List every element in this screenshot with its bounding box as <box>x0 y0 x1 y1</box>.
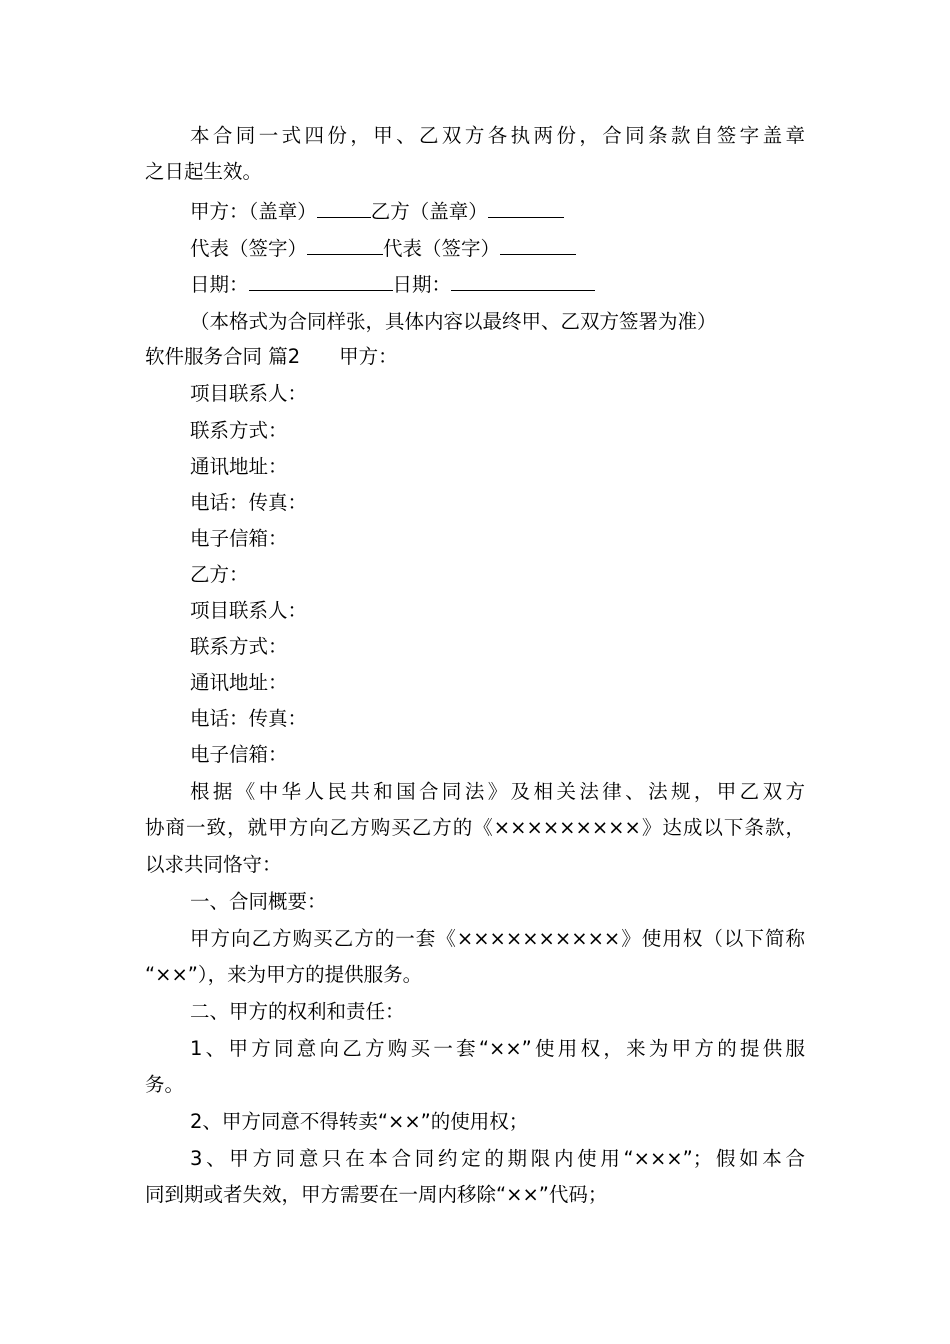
sample-note: （本格式为合同样张，具体内容以最终甲、乙双方签署为准） <box>190 310 717 333</box>
paragraph-line: 同到期或者失效，甲方需要在一周内移除“××”代码； <box>145 1183 608 1206</box>
paragraph-line: 务。 <box>145 1073 185 1096</box>
field-label: 电话：传真： <box>190 491 308 514</box>
party-a-seal-label: 甲方：（盖章） <box>190 200 317 223</box>
field-label: 乙方： <box>190 563 249 586</box>
paragraph-line: 之日起生效。 <box>145 160 263 183</box>
paragraph-line: 3、甲方同意只在本合同约定的期限内使用“×××”；假如本合 <box>190 1147 805 1170</box>
party-b-seal-blank <box>488 197 564 218</box>
paragraph-line: “××”），来为甲方的提供服务。 <box>145 963 423 986</box>
field-label: 通讯地址： <box>190 671 288 694</box>
signature-row-representative <box>190 234 576 261</box>
field-label: 电子信箱： <box>190 527 288 550</box>
party-a-date-label: 日期： <box>190 273 249 296</box>
clause-heading: 二、甲方的权利和责任： <box>190 1000 405 1023</box>
paragraph-line: 本合同一式四份，甲、乙双方各执两份，合同条款自签字盖章 <box>190 124 805 147</box>
paragraph-line: 甲方向乙方购买乙方的一套《××××××××××》使用权（以下简称 <box>190 927 805 950</box>
field-label: 项目联系人： <box>190 382 308 405</box>
clause-heading: 一、合同概要： <box>190 890 327 913</box>
party-b-date-label: 日期： <box>392 273 452 296</box>
party-b-date-blank <box>451 270 595 291</box>
signature-row-seal <box>190 197 564 224</box>
section-heading: 软件服务合同 篇2 甲方： <box>145 345 398 368</box>
field-label: 电话：传真： <box>190 707 308 730</box>
paragraph-line: 1、甲方同意向乙方购买一套“××”使用权，来为甲方的提供服 <box>190 1037 805 1060</box>
party-a-date-blank <box>249 270 393 291</box>
paragraph-line: 以求共同恪守： <box>145 853 282 876</box>
field-label: 通讯地址： <box>190 455 288 478</box>
party-a-rep-blank <box>307 234 383 255</box>
field-label: 项目联系人： <box>190 599 308 622</box>
field-label: 联系方式： <box>190 419 288 442</box>
paragraph-line: 2、甲方同意不得转卖“××”的使用权； <box>190 1110 529 1133</box>
party-a-rep-label: 代表（签字） <box>190 237 308 260</box>
field-label: 联系方式： <box>190 635 288 658</box>
signature-row-date <box>190 270 595 297</box>
paragraph-line: 协商一致，就甲方向乙方购买乙方的《×××××××××》达成以下条款， <box>145 816 805 839</box>
field-label: 电子信箱： <box>190 743 288 766</box>
party-b-seal-label: 乙方（盖章） <box>370 200 488 223</box>
party-b-rep-label: 代表（签字） <box>383 237 501 260</box>
party-a-seal-blank <box>317 197 371 218</box>
party-b-rep-blank <box>500 234 576 255</box>
paragraph-line: 根据《中华人民共和国合同法》及相关法律、法规，甲乙双方 <box>190 780 805 803</box>
